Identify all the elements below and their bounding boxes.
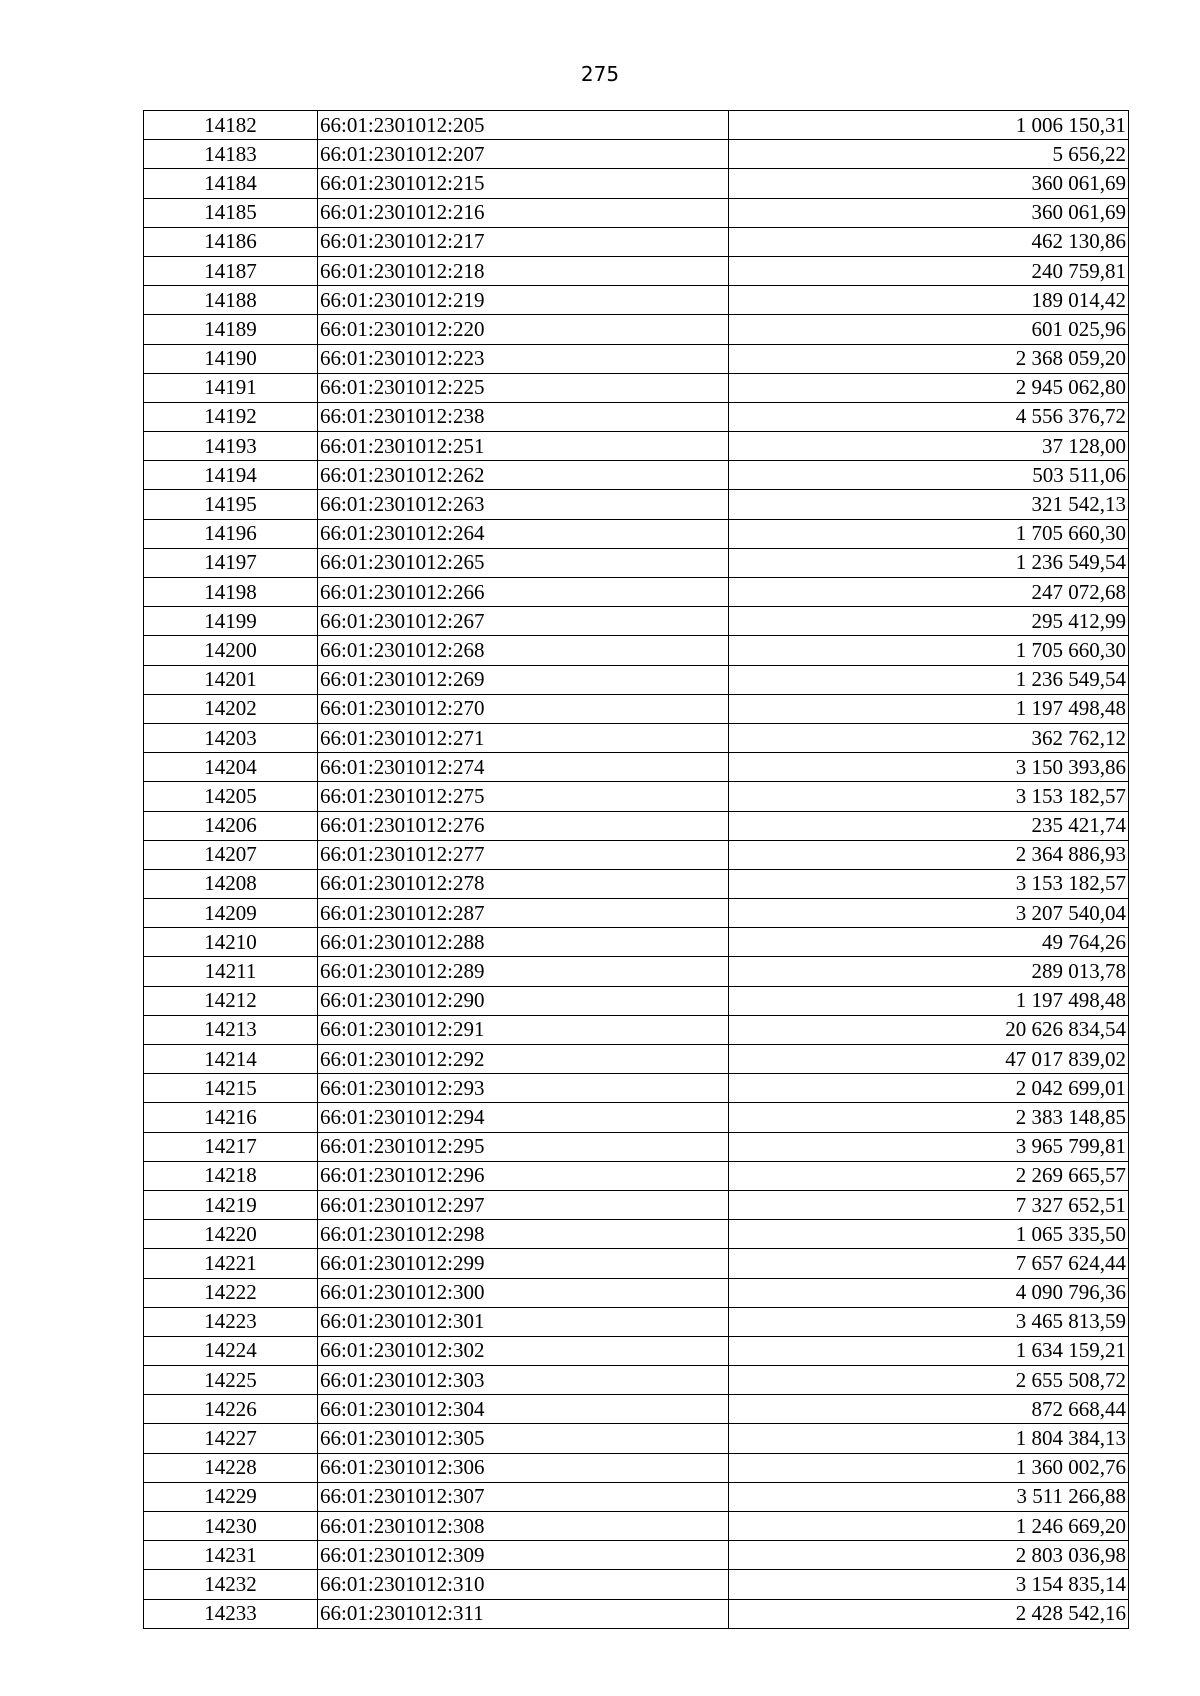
row-number-cell: 14223 — [144, 1307, 318, 1336]
table-row — [144, 256, 1129, 285]
table-row — [144, 1366, 1129, 1395]
cadastral-value-cell: 2 383 148,85 — [729, 1103, 1129, 1132]
cadastral-number-cell: 66:01:2301012:270 — [318, 694, 729, 723]
cadastral-value-cell: 321 542,13 — [729, 490, 1129, 519]
cadastral-value-cell: 2 042 699,01 — [729, 1074, 1129, 1103]
row-number-cell: 14198 — [144, 578, 318, 607]
cadastral-value-table — [143, 110, 1129, 1629]
table-row — [144, 694, 1129, 723]
cadastral-value-cell: 2 428 542,16 — [729, 1599, 1129, 1628]
table-row — [144, 1161, 1129, 1190]
table-row — [144, 753, 1129, 782]
table-row — [144, 111, 1129, 140]
cadastral-value-cell: 3 511 266,88 — [729, 1482, 1129, 1511]
cadastral-value-cell: 2 364 886,93 — [729, 840, 1129, 869]
cadastral-number-cell: 66:01:2301012:275 — [318, 782, 729, 811]
table-row — [144, 1424, 1129, 1453]
cadastral-value-cell: 1 634 159,21 — [729, 1336, 1129, 1365]
table-row — [144, 986, 1129, 1015]
cadastral-value-cell: 360 061,69 — [729, 169, 1129, 198]
cadastral-value-cell: 360 061,69 — [729, 198, 1129, 227]
cadastral-value-cell: 4 090 796,36 — [729, 1278, 1129, 1307]
table-row — [144, 811, 1129, 840]
row-number-cell: 14208 — [144, 869, 318, 898]
cadastral-number-cell: 66:01:2301012:301 — [318, 1307, 729, 1336]
row-number-cell: 14225 — [144, 1366, 318, 1395]
row-number-cell: 14185 — [144, 198, 318, 227]
cadastral-value-cell: 3 965 799,81 — [729, 1132, 1129, 1161]
row-number-cell: 14215 — [144, 1074, 318, 1103]
table-row — [144, 899, 1129, 928]
cadastral-value-cell: 2 655 508,72 — [729, 1366, 1129, 1395]
cadastral-value-cell: 3 150 393,86 — [729, 753, 1129, 782]
cadastral-number-cell: 66:01:2301012:288 — [318, 928, 729, 957]
table-row — [144, 607, 1129, 636]
row-number-cell: 14183 — [144, 140, 318, 169]
table-row — [144, 1512, 1129, 1541]
row-number-cell: 14214 — [144, 1045, 318, 1074]
cadastral-value-cell: 240 759,81 — [729, 256, 1129, 285]
row-number-cell: 14224 — [144, 1336, 318, 1365]
cadastral-number-cell: 66:01:2301012:205 — [318, 111, 729, 140]
cadastral-number-cell: 66:01:2301012:263 — [318, 490, 729, 519]
table-row — [144, 665, 1129, 694]
cadastral-number-cell: 66:01:2301012:309 — [318, 1541, 729, 1570]
cadastral-value-cell: 362 762,12 — [729, 723, 1129, 752]
cadastral-number-cell: 66:01:2301012:276 — [318, 811, 729, 840]
row-number-cell: 14196 — [144, 519, 318, 548]
cadastral-number-cell: 66:01:2301012:251 — [318, 432, 729, 461]
row-number-cell: 14194 — [144, 461, 318, 490]
cadastral-number-cell: 66:01:2301012:225 — [318, 373, 729, 402]
cadastral-number-cell: 66:01:2301012:262 — [318, 461, 729, 490]
table-row — [144, 1541, 1129, 1570]
table-row — [144, 869, 1129, 898]
cadastral-value-cell: 601 025,96 — [729, 315, 1129, 344]
row-number-cell: 14182 — [144, 111, 318, 140]
cadastral-value-cell: 4 556 376,72 — [729, 402, 1129, 431]
cadastral-number-cell: 66:01:2301012:266 — [318, 578, 729, 607]
table-row — [144, 1307, 1129, 1336]
table-row — [144, 1103, 1129, 1132]
table-row — [144, 840, 1129, 869]
cadastral-value-cell: 1 705 660,30 — [729, 636, 1129, 665]
cadastral-value-cell: 503 511,06 — [729, 461, 1129, 490]
cadastral-number-cell: 66:01:2301012:269 — [318, 665, 729, 694]
cadastral-number-cell: 66:01:2301012:305 — [318, 1424, 729, 1453]
table-row — [144, 1336, 1129, 1365]
cadastral-number-cell: 66:01:2301012:296 — [318, 1161, 729, 1190]
cadastral-number-cell: 66:01:2301012:216 — [318, 198, 729, 227]
cadastral-number-cell: 66:01:2301012:297 — [318, 1190, 729, 1219]
cadastral-number-cell: 66:01:2301012:264 — [318, 519, 729, 548]
cadastral-value-cell: 37 128,00 — [729, 432, 1129, 461]
cadastral-value-cell: 7 657 624,44 — [729, 1249, 1129, 1278]
table-row — [144, 432, 1129, 461]
table-row — [144, 490, 1129, 519]
cadastral-number-cell: 66:01:2301012:299 — [318, 1249, 729, 1278]
cadastral-number-cell: 66:01:2301012:291 — [318, 1015, 729, 1044]
table-row — [144, 1482, 1129, 1511]
row-number-cell: 14202 — [144, 694, 318, 723]
table-row — [144, 636, 1129, 665]
row-number-cell: 14204 — [144, 753, 318, 782]
cadastral-number-cell: 66:01:2301012:289 — [318, 957, 729, 986]
cadastral-value-cell: 3 153 182,57 — [729, 869, 1129, 898]
table-row — [144, 140, 1129, 169]
cadastral-value-cell: 289 013,78 — [729, 957, 1129, 986]
table-row — [144, 198, 1129, 227]
cadastral-value-cell: 3 154 835,14 — [729, 1570, 1129, 1599]
row-number-cell: 14195 — [144, 490, 318, 519]
cadastral-number-cell: 66:01:2301012:302 — [318, 1336, 729, 1365]
cadastral-value-cell: 5 656,22 — [729, 140, 1129, 169]
cadastral-number-cell: 66:01:2301012:274 — [318, 753, 729, 782]
cadastral-number-cell: 66:01:2301012:265 — [318, 548, 729, 577]
row-number-cell: 14186 — [144, 227, 318, 256]
row-number-cell: 14219 — [144, 1190, 318, 1219]
table-row — [144, 1015, 1129, 1044]
cadastral-value-cell: 20 626 834,54 — [729, 1015, 1129, 1044]
row-number-cell: 14226 — [144, 1395, 318, 1424]
table-row — [144, 1249, 1129, 1278]
table-row — [144, 1045, 1129, 1074]
row-number-cell: 14207 — [144, 840, 318, 869]
cadastral-value-cell: 1 197 498,48 — [729, 986, 1129, 1015]
cadastral-value-cell: 2 803 036,98 — [729, 1541, 1129, 1570]
row-number-cell: 14199 — [144, 607, 318, 636]
row-number-cell: 14232 — [144, 1570, 318, 1599]
table-row — [144, 169, 1129, 198]
cadastral-number-cell: 66:01:2301012:290 — [318, 986, 729, 1015]
cadastral-value-cell: 462 130,86 — [729, 227, 1129, 256]
cadastral-number-cell: 66:01:2301012:267 — [318, 607, 729, 636]
cadastral-number-cell: 66:01:2301012:271 — [318, 723, 729, 752]
cadastral-number-cell: 66:01:2301012:277 — [318, 840, 729, 869]
row-number-cell: 14188 — [144, 286, 318, 315]
table-row — [144, 1395, 1129, 1424]
cadastral-value-cell: 1 197 498,48 — [729, 694, 1129, 723]
row-number-cell: 14203 — [144, 723, 318, 752]
row-number-cell: 14222 — [144, 1278, 318, 1307]
row-number-cell: 14220 — [144, 1220, 318, 1249]
row-number-cell: 14227 — [144, 1424, 318, 1453]
table-row — [144, 1570, 1129, 1599]
row-number-cell: 14229 — [144, 1482, 318, 1511]
cadastral-value-cell: 235 421,74 — [729, 811, 1129, 840]
cadastral-number-cell: 66:01:2301012:295 — [318, 1132, 729, 1161]
table-row — [144, 957, 1129, 986]
cadastral-number-cell: 66:01:2301012:298 — [318, 1220, 729, 1249]
row-number-cell: 14193 — [144, 432, 318, 461]
cadastral-number-cell: 66:01:2301012:311 — [318, 1599, 729, 1628]
row-number-cell: 14221 — [144, 1249, 318, 1278]
cadastral-value-cell: 1 804 384,13 — [729, 1424, 1129, 1453]
cadastral-number-cell: 66:01:2301012:310 — [318, 1570, 729, 1599]
row-number-cell: 14201 — [144, 665, 318, 694]
cadastral-value-cell: 872 668,44 — [729, 1395, 1129, 1424]
cadastral-number-cell: 66:01:2301012:294 — [318, 1103, 729, 1132]
cadastral-number-cell: 66:01:2301012:238 — [318, 402, 729, 431]
table-row — [144, 1132, 1129, 1161]
cadastral-value-cell: 49 764,26 — [729, 928, 1129, 957]
cadastral-number-cell: 66:01:2301012:308 — [318, 1512, 729, 1541]
row-number-cell: 14233 — [144, 1599, 318, 1628]
cadastral-number-cell: 66:01:2301012:306 — [318, 1453, 729, 1482]
row-number-cell: 14217 — [144, 1132, 318, 1161]
cadastral-value-cell: 1 065 335,50 — [729, 1220, 1129, 1249]
table-row — [144, 315, 1129, 344]
cadastral-number-cell: 66:01:2301012:217 — [318, 227, 729, 256]
table-row — [144, 1220, 1129, 1249]
row-number-cell: 14205 — [144, 782, 318, 811]
table-row — [144, 723, 1129, 752]
row-number-cell: 14197 — [144, 548, 318, 577]
cadastral-value-cell: 47 017 839,02 — [729, 1045, 1129, 1074]
cadastral-value-cell: 1 360 002,76 — [729, 1453, 1129, 1482]
cadastral-value-cell: 7 327 652,51 — [729, 1190, 1129, 1219]
cadastral-number-cell: 66:01:2301012:219 — [318, 286, 729, 315]
row-number-cell: 14206 — [144, 811, 318, 840]
row-number-cell: 14209 — [144, 899, 318, 928]
cadastral-value-cell: 295 412,99 — [729, 607, 1129, 636]
table-row — [144, 1278, 1129, 1307]
row-number-cell: 14213 — [144, 1015, 318, 1044]
cadastral-number-cell: 66:01:2301012:303 — [318, 1366, 729, 1395]
table-row — [144, 1074, 1129, 1103]
cadastral-value-cell: 1 006 150,31 — [729, 111, 1129, 140]
row-number-cell: 14212 — [144, 986, 318, 1015]
cadastral-value-cell: 2 368 059,20 — [729, 344, 1129, 373]
cadastral-number-cell: 66:01:2301012:215 — [318, 169, 729, 198]
row-number-cell: 14210 — [144, 928, 318, 957]
cadastral-number-cell: 66:01:2301012:300 — [318, 1278, 729, 1307]
cadastral-value-cell: 1 236 549,54 — [729, 548, 1129, 577]
cadastral-number-cell: 66:01:2301012:287 — [318, 899, 729, 928]
table-row — [144, 782, 1129, 811]
row-number-cell: 14216 — [144, 1103, 318, 1132]
cadastral-number-cell: 66:01:2301012:220 — [318, 315, 729, 344]
row-number-cell: 14230 — [144, 1512, 318, 1541]
cadastral-value-cell: 3 465 813,59 — [729, 1307, 1129, 1336]
table-row — [144, 227, 1129, 256]
cadastral-number-cell: 66:01:2301012:278 — [318, 869, 729, 898]
cadastral-number-cell: 66:01:2301012:293 — [318, 1074, 729, 1103]
table-body — [144, 111, 1129, 1629]
cadastral-number-cell: 66:01:2301012:207 — [318, 140, 729, 169]
cadastral-number-cell: 66:01:2301012:218 — [318, 256, 729, 285]
cadastral-value-cell: 1 246 669,20 — [729, 1512, 1129, 1541]
table-row — [144, 402, 1129, 431]
cadastral-value-cell: 247 072,68 — [729, 578, 1129, 607]
row-number-cell: 14218 — [144, 1161, 318, 1190]
row-number-cell: 14190 — [144, 344, 318, 373]
cadastral-number-cell: 66:01:2301012:292 — [318, 1045, 729, 1074]
table-row — [144, 373, 1129, 402]
table-row — [144, 928, 1129, 957]
cadastral-number-cell: 66:01:2301012:307 — [318, 1482, 729, 1511]
table-row — [144, 286, 1129, 315]
cadastral-value-cell: 2 269 665,57 — [729, 1161, 1129, 1190]
row-number-cell: 14187 — [144, 256, 318, 285]
row-number-cell: 14184 — [144, 169, 318, 198]
table-row — [144, 1453, 1129, 1482]
row-number-cell: 14189 — [144, 315, 318, 344]
cadastral-number-cell: 66:01:2301012:304 — [318, 1395, 729, 1424]
table-row — [144, 1599, 1129, 1628]
cadastral-value-cell: 1 705 660,30 — [729, 519, 1129, 548]
table-row — [144, 461, 1129, 490]
page-number: 275 — [580, 62, 620, 86]
table-row — [144, 344, 1129, 373]
cadastral-value-cell: 3 153 182,57 — [729, 782, 1129, 811]
row-number-cell: 14192 — [144, 402, 318, 431]
row-number-cell: 14200 — [144, 636, 318, 665]
cadastral-number-cell: 66:01:2301012:268 — [318, 636, 729, 665]
row-number-cell: 14231 — [144, 1541, 318, 1570]
table-row — [144, 519, 1129, 548]
row-number-cell: 14191 — [144, 373, 318, 402]
table-row — [144, 1190, 1129, 1219]
cadastral-value-cell: 3 207 540,04 — [729, 899, 1129, 928]
row-number-cell: 14211 — [144, 957, 318, 986]
table-row — [144, 548, 1129, 577]
row-number-cell: 14228 — [144, 1453, 318, 1482]
cadastral-number-cell: 66:01:2301012:223 — [318, 344, 729, 373]
cadastral-value-cell: 189 014,42 — [729, 286, 1129, 315]
cadastral-value-cell: 2 945 062,80 — [729, 373, 1129, 402]
cadastral-value-cell: 1 236 549,54 — [729, 665, 1129, 694]
table-row — [144, 578, 1129, 607]
